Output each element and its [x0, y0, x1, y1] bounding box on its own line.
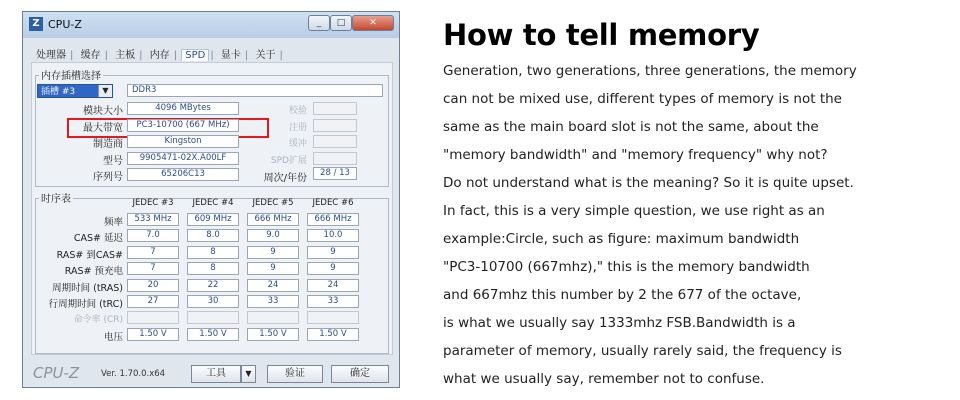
timing-cell: [127, 311, 179, 324]
tab-memory[interactable]: 内存: [149, 50, 170, 61]
serial-number-value: 65206C13: [127, 168, 239, 181]
slot-select-value: 插槽 #3: [41, 87, 76, 97]
maximize-button[interactable]: □: [330, 15, 352, 31]
timing-cell: 609 MHz: [187, 213, 239, 226]
chevron-down-icon: ▼: [245, 369, 252, 378]
timing-cell: 20: [127, 279, 179, 292]
ecc-box: [313, 102, 357, 115]
cpuz-app-icon: Z: [29, 17, 43, 31]
max-bandwidth-label: 最大带宽: [83, 122, 123, 134]
timing-cell: 10.0: [307, 229, 359, 242]
validate-button[interactable]: [267, 365, 323, 383]
slot-select[interactable]: [37, 84, 113, 98]
timing-cell: 7.0: [127, 229, 179, 242]
timing-cell: 666 MHz: [307, 213, 359, 226]
timing-cell: 8.0: [187, 229, 239, 242]
timing-row-label: 行周期时间 (tRC): [48, 299, 123, 310]
timing-row-label: RAS# 到CAS#: [56, 249, 123, 261]
article-heading: How to tell memory: [443, 18, 760, 52]
close-button[interactable]: ✕: [352, 15, 394, 31]
article-line: and 667mhz this number by 2 the 677 of the octave,: [443, 287, 802, 303]
article-line: "memory bandwidth" and "memory frequency" why not?: [443, 147, 828, 163]
timing-cell: 30: [187, 295, 239, 308]
timing-cell: 1.50 V: [187, 328, 239, 341]
article-line: parameter of memory, usually rarely said, the frequency is: [443, 343, 842, 359]
timing-cell: 1.50 V: [307, 328, 359, 341]
timing-cell: 24: [247, 279, 299, 292]
spd-ext-box: [313, 152, 357, 165]
week-year-label: 周次/年份: [263, 173, 307, 184]
slot-group-title: 内存插槽选择: [39, 67, 103, 82]
timing-cell: 7: [127, 246, 179, 259]
chevron-down-icon[interactable]: ▼: [98, 85, 112, 97]
memory-type-field: DDR3: [127, 84, 383, 97]
serial-number-label: 序列号: [93, 172, 123, 183]
tab-about[interactable]: 关于: [255, 50, 276, 61]
timing-cell: 9: [307, 246, 359, 259]
timings-group-title: 时序表: [39, 190, 73, 205]
article-line: In fact, this is a very simple question, we use right as an: [443, 203, 825, 219]
status-bar: [31, 364, 393, 384]
timing-column-header: JEDEC #6: [312, 198, 354, 208]
window-title: CPU-Z: [48, 18, 82, 31]
module-size-label: 模块大小: [83, 106, 123, 117]
timing-cell: [247, 311, 299, 324]
title-bar[interactable]: [23, 12, 399, 38]
article-line: is what we usually say 1333mhz FSB.Bandwidth is a: [443, 315, 796, 331]
article-line: Do not understand what is the meaning? So it is quite upset.: [443, 175, 854, 191]
timing-row-label: 命令率 (CR): [73, 315, 123, 326]
timing-cell: 1.50 V: [127, 328, 179, 341]
article-line: can not be mixed use, different types of memory is not the: [443, 91, 842, 107]
validate-button-label: 验证: [285, 368, 305, 379]
week-year-field: 28 / 13: [313, 167, 357, 180]
timing-cell: 666 MHz: [247, 213, 299, 226]
part-number-label: 型号: [103, 155, 123, 167]
tab-graphics[interactable]: 显卡: [220, 50, 241, 61]
manufacturer-value: Kingston: [127, 135, 239, 148]
tab-bar: 处理器 | 缓存 | 主板 | 内存 | SPD | 显卡 | 关于 |: [33, 46, 284, 62]
timing-cell: 9: [307, 262, 359, 275]
tools-dropdown-button[interactable]: [241, 365, 256, 383]
registered-label: 注册: [288, 122, 307, 133]
timing-cell: 533 MHz: [127, 213, 179, 226]
timing-cell: 24: [307, 279, 359, 292]
cpuz-window: [22, 11, 400, 388]
timing-row-label: 周期时间 (tRAS): [52, 282, 123, 294]
timing-cell: [187, 311, 239, 324]
article-line: what we usually say, remember not to confuse.: [443, 371, 765, 387]
timing-cell: 7: [127, 262, 179, 275]
timing-row-label: CAS# 延迟: [73, 233, 123, 245]
timing-cell: 33: [307, 295, 359, 308]
timing-cell: 1.50 V: [247, 328, 299, 341]
timing-cell: 22: [187, 279, 239, 292]
module-size-value: 4096 MBytes: [127, 102, 239, 115]
manufacturer-label: 制造商: [93, 139, 123, 150]
timing-cell: 9: [247, 246, 299, 259]
timing-cell: 9.0: [247, 229, 299, 242]
tab-spd[interactable]: SPD: [181, 49, 209, 61]
timing-row-label: 频率: [103, 217, 123, 228]
part-number-value: 9905471-02X.A00LF: [127, 152, 239, 165]
timing-cell: 8: [187, 246, 239, 259]
timing-column-header: JEDEC #3: [132, 198, 174, 208]
ok-button-label: 确定: [350, 368, 370, 379]
article-line: Generation, two generations, three generations, the memory: [443, 63, 857, 79]
registered-box: [313, 119, 357, 132]
tab-mainboard[interactable]: 主板: [115, 50, 136, 61]
ok-button[interactable]: [331, 365, 389, 383]
buffered-box: [313, 135, 357, 148]
cpuz-brand-logo: CPU-Z: [33, 364, 80, 382]
tools-button[interactable]: [191, 365, 241, 383]
timing-cell: 9: [247, 262, 299, 275]
article-line: "PC3-10700 (667mhz)," this is the memory bandwidth: [443, 259, 810, 275]
timing-cell: 8: [187, 262, 239, 275]
timing-column-header: JEDEC #4: [192, 198, 234, 208]
minimize-button[interactable]: _: [308, 15, 330, 31]
tools-button-label: 工具: [206, 368, 226, 379]
timing-row-label: RAS# 预充电: [64, 266, 123, 278]
buffered-label: 缓冲: [288, 139, 307, 149]
tab-cpu[interactable]: 处理器: [36, 50, 66, 61]
spd-ext-label: SPD扩展: [270, 155, 307, 166]
ecc-label: 校验: [288, 106, 307, 116]
version-label: Ver. 1.70.0.x64: [101, 369, 166, 379]
timing-row-label: 电压: [103, 331, 123, 343]
article-line: same as the main board slot is not the same, about the: [443, 119, 819, 135]
tab-cache[interactable]: 缓存: [80, 50, 101, 61]
max-bandwidth-value: PC3-10700 (667 MHz): [127, 119, 239, 132]
timing-cell: 33: [247, 295, 299, 308]
article-line: example:Circle, such as figure: maximum bandwidth: [443, 231, 800, 247]
timing-cell: 27: [127, 295, 179, 308]
timing-cell: [307, 311, 359, 324]
timing-column-header: JEDEC #5: [252, 198, 294, 208]
